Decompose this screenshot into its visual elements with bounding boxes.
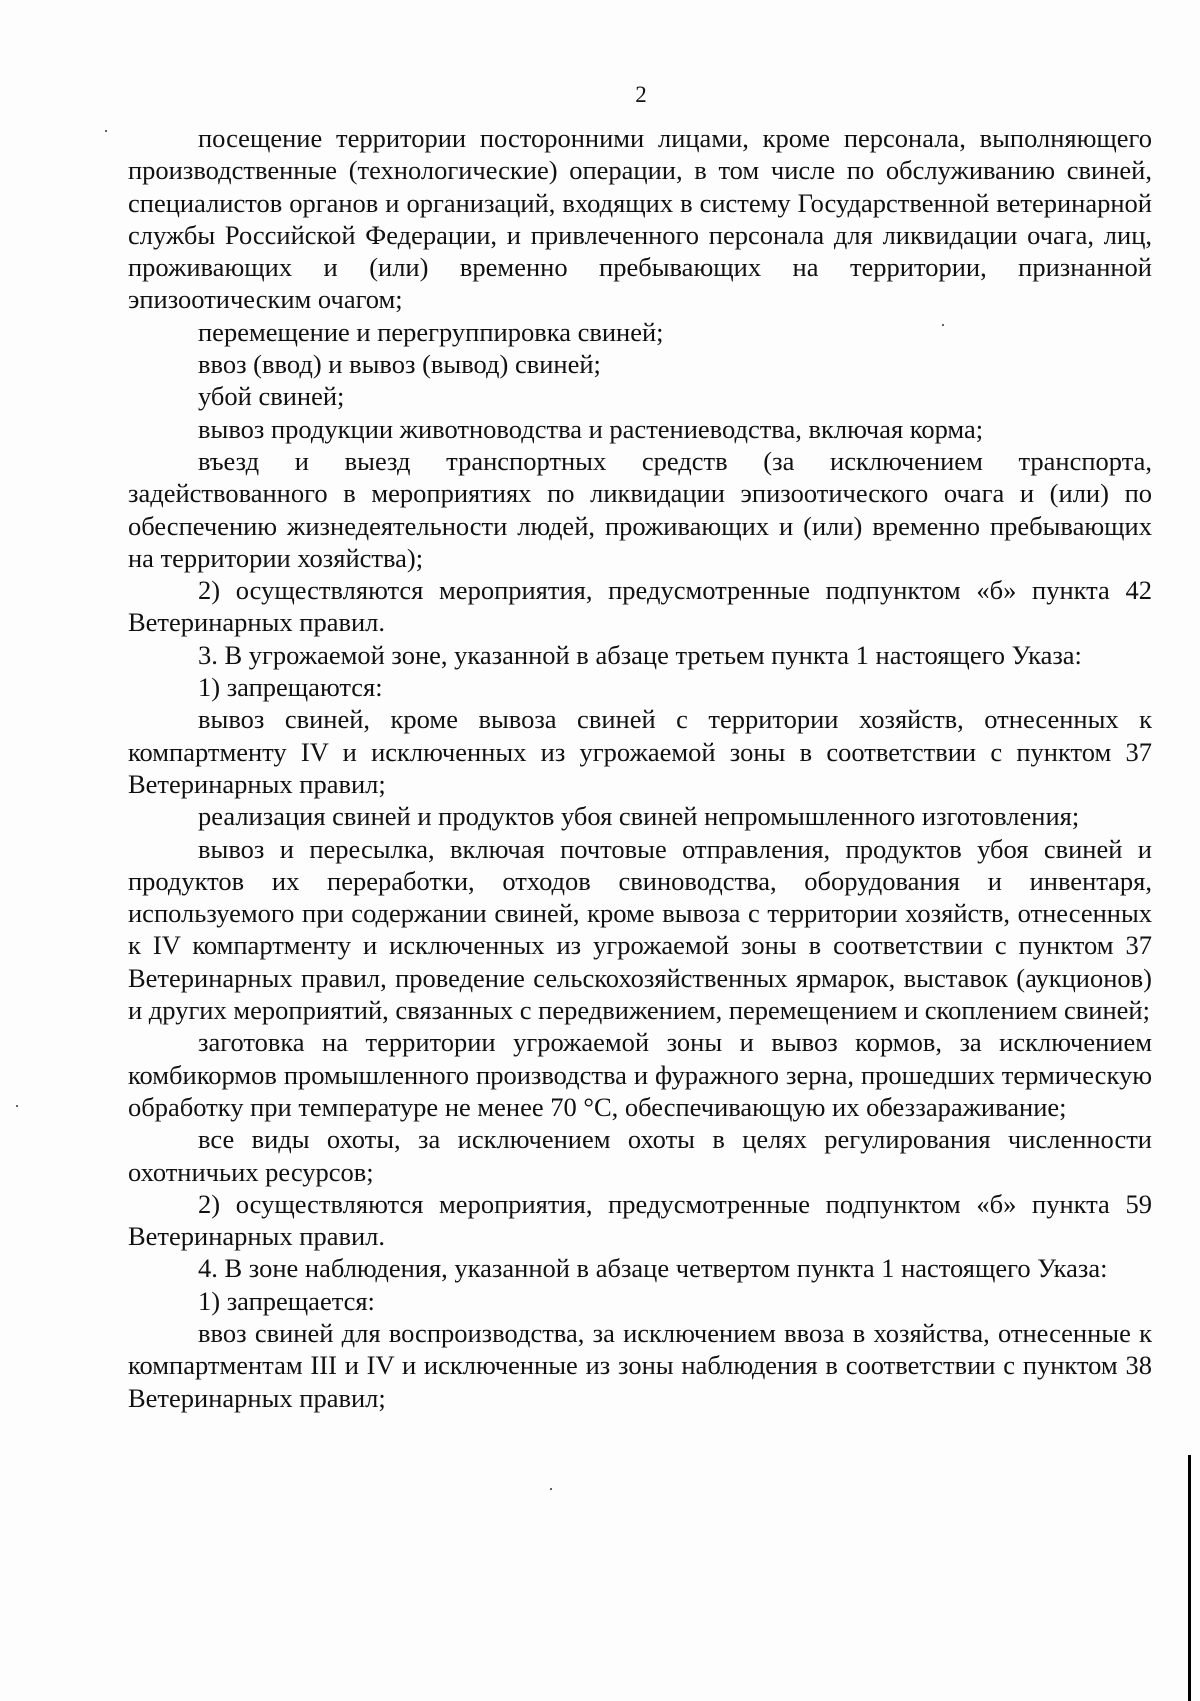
paragraph-visit-restriction: посещение территории посторонними лицами, кроме персонала, выполняющего производственные (технологические) операции, в том числе по обслуживанию свиней, специалистов органов и организаций, входящих в систему Государственной ветеринарной службы Российской Федерации, и привлеченного персонала для ликвидации очага, лиц, проживающих и (или) временно пребывающих на территории, признанной эпизоотическим очагом; bbox=[128, 123, 1152, 315]
paragraph-measures-59: 2) осуществляются мероприятия, предусмотренные подпунктом «б» пункта 59 Ветеринарных правил. bbox=[128, 1188, 1152, 1252]
paragraph-vehicles: въезд и выезд транспортных средств (за исключением транспорта, задействованного в мероприятиях по ликвидации эпизоотического очага и (или) по обеспечению жизнедеятельности людей, проживающих и (или) временно пребывающих на территории хозяйства); bbox=[128, 445, 1152, 573]
paragraph-measures-42: 2) осуществляются мероприятия, предусмотренные подпунктом «б» пункта 42 Ветеринарных правил. bbox=[128, 575, 1152, 638]
paragraph-breeding-import: ввоз свиней для воспроизводства, за исключением ввоза в хозяйства, отнесенные к компартментам III и IV и исключенные из зоны наблюдения в соответствии с пунктом 38 Ветеринарных правил; bbox=[128, 1317, 1152, 1413]
scan-speck bbox=[942, 324, 944, 326]
page-number: 2 bbox=[635, 82, 647, 107]
paragraph-feed: заготовка на территории угрожаемой зоны и вывоз кормов, за исключением комбикормов промышленного производства и фуражного зерна, прошедших термическую обработку при температуре не менее 70 °С, обеспечивающую их обеззараживание; bbox=[128, 1027, 1152, 1122]
scan-speck bbox=[550, 1488, 552, 1490]
paragraph-import-export: ввоз (ввод) и вывоз (вывод) свиней; bbox=[198, 349, 601, 380]
scan-speck bbox=[16, 1105, 18, 1107]
paragraph-pig-export: вывоз свиней, кроме вывоза свиней с территории хозяйств, отнесенных к компартменту IV и исключенных из угрожаемой зоны в соответствии с пунктом 37 Ветеринарных правил; bbox=[128, 704, 1152, 799]
paragraph-observation-zone: 4. В зоне наблюдения, указанной в абзаце четвертом пункта 1 настоящего Указа: bbox=[198, 1253, 1108, 1284]
paragraph-hunting: все виды охоты, за исключением охоты в целях регулирования численности охотничьих ресурсов; bbox=[128, 1124, 1152, 1187]
paragraph-products-export: вывоз продукции животноводства и растениеводства, включая корма; bbox=[198, 413, 984, 444]
scan-speck bbox=[105, 130, 107, 132]
paragraph-sale: реализация свиней и продуктов убоя свиней непромышленного изготовления; bbox=[198, 801, 1080, 832]
paragraph-threatened-zone: 3. В угрожаемой зоне, указанной в абзаце третьем пункта 1 настоящего Указа: bbox=[198, 639, 1082, 670]
document-body bbox=[128, 122, 1152, 1414]
paragraph-movement: перемещение и перегруппировка свиней; bbox=[198, 316, 664, 347]
paragraph-shipping: вывоз и пересылка, включая почтовые отправления, продуктов убоя свиней и продуктов их переработки, отходов свиноводства, оборудования и инвентаря, используемого при содержании свиней, кроме вывоза с территории хозяйств, отнесенных к IV компартменту и исключенных из угрожаемой зоны в соответствии с пунктом 37 Ветеринарных правил, проведение сельскохозяйственных ярмарок, выставок (аукционов) и других мероприятий, связанных с передвижением, перемещением и скоплением свиней; bbox=[128, 833, 1152, 1026]
scan-edge-line bbox=[1188, 1455, 1191, 1701]
paragraph-slaughter: убой свиней; bbox=[198, 381, 345, 412]
paragraph-prohibited-2: 1) запрещается: bbox=[198, 1285, 375, 1316]
paragraph-prohibited-1: 1) запрещаются: bbox=[198, 672, 383, 703]
